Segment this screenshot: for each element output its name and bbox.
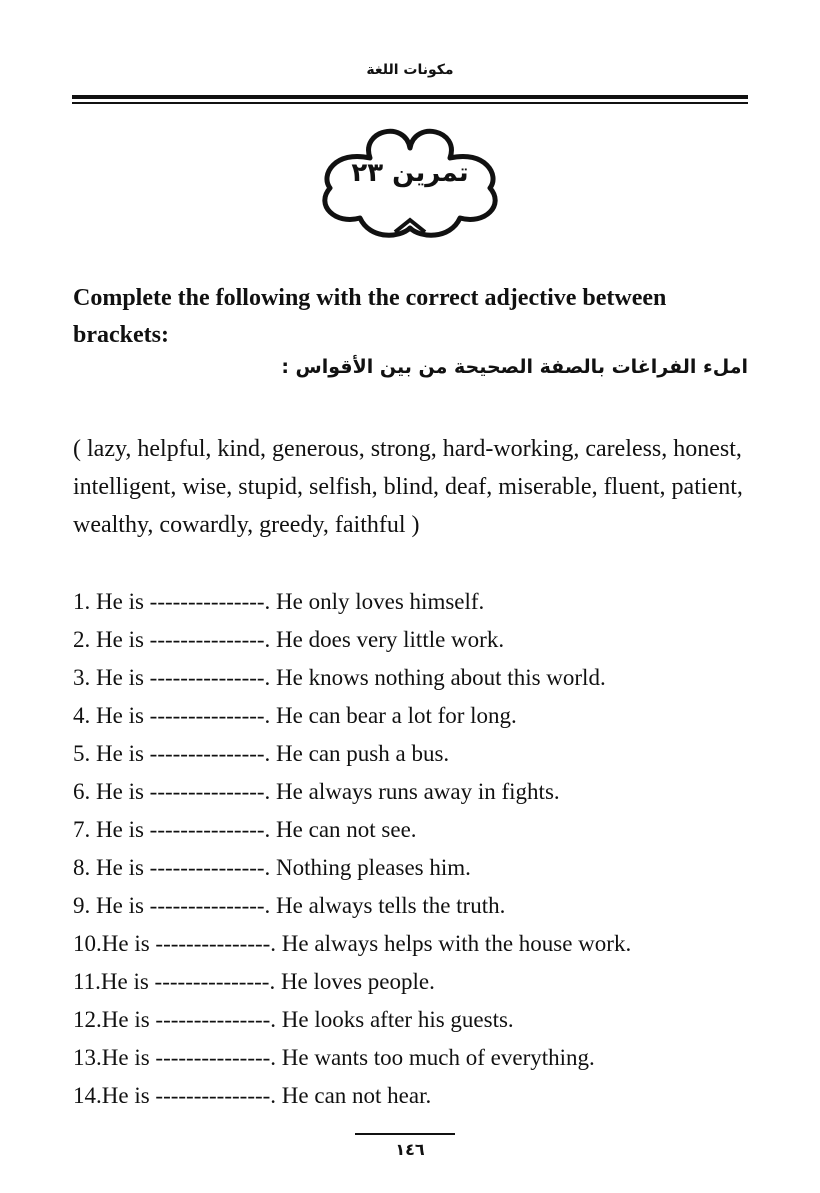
header-rule-thick <box>72 95 748 99</box>
page-header-title: مكونات اللغة <box>366 62 454 78</box>
sentence-list <box>73 585 753 1117</box>
sentence-item: 2. He is ---------------. He does very little work. <box>73 627 505 652</box>
instructions-english: Complete the following with the correct adjective between brackets: <box>73 285 667 348</box>
header-rule-thin <box>72 102 748 104</box>
sentence-item: 7. He is ---------------. He can not see. <box>73 817 417 842</box>
sentence-item: 13.He is ---------------. He wants too much of everything. <box>73 1045 595 1070</box>
footer-rule <box>355 1133 455 1135</box>
sentence-item: 3. He is ---------------. He knows nothing about this world. <box>73 665 606 690</box>
instructions-arabic: املء الفراغات بالصفة الصحيحة من بين الأقواس : <box>281 356 748 378</box>
sentence-item: 6. He is ---------------. He always runs away in fights. <box>73 779 560 804</box>
sentence-item: 4. He is ---------------. He can bear a lot for long. <box>73 703 517 728</box>
sentence-item: 10.He is ---------------. He always helps with the house work. <box>73 931 632 956</box>
word-bank: ( lazy, helpful, kind, generous, strong, hard-working, careless, honest, intelligent, wise, stupid, selfish, blind, deaf, miserable, fluent, patient, wealthy, cowardly, greedy, faithful ) <box>73 436 743 538</box>
sentence-item: 12.He is ---------------. He looks after his guests. <box>73 1007 514 1032</box>
sentence-item: 1. He is ---------------. He only loves himself. <box>73 589 485 614</box>
sentence-item: 11.He is ---------------. He loves people. <box>73 969 435 994</box>
exercise-title: تمرين ٢٣ <box>351 158 469 188</box>
sentence-item: 9. He is ---------------. He always tells the truth. <box>73 893 506 918</box>
page-number: ١٤٦ <box>395 1140 425 1159</box>
sentence-item: 5. He is ---------------. He can push a bus. <box>73 741 450 766</box>
sentence-item: 8. He is ---------------. Nothing pleases him. <box>73 855 471 880</box>
sentence-item: 14.He is ---------------. He can not hear. <box>73 1083 432 1108</box>
